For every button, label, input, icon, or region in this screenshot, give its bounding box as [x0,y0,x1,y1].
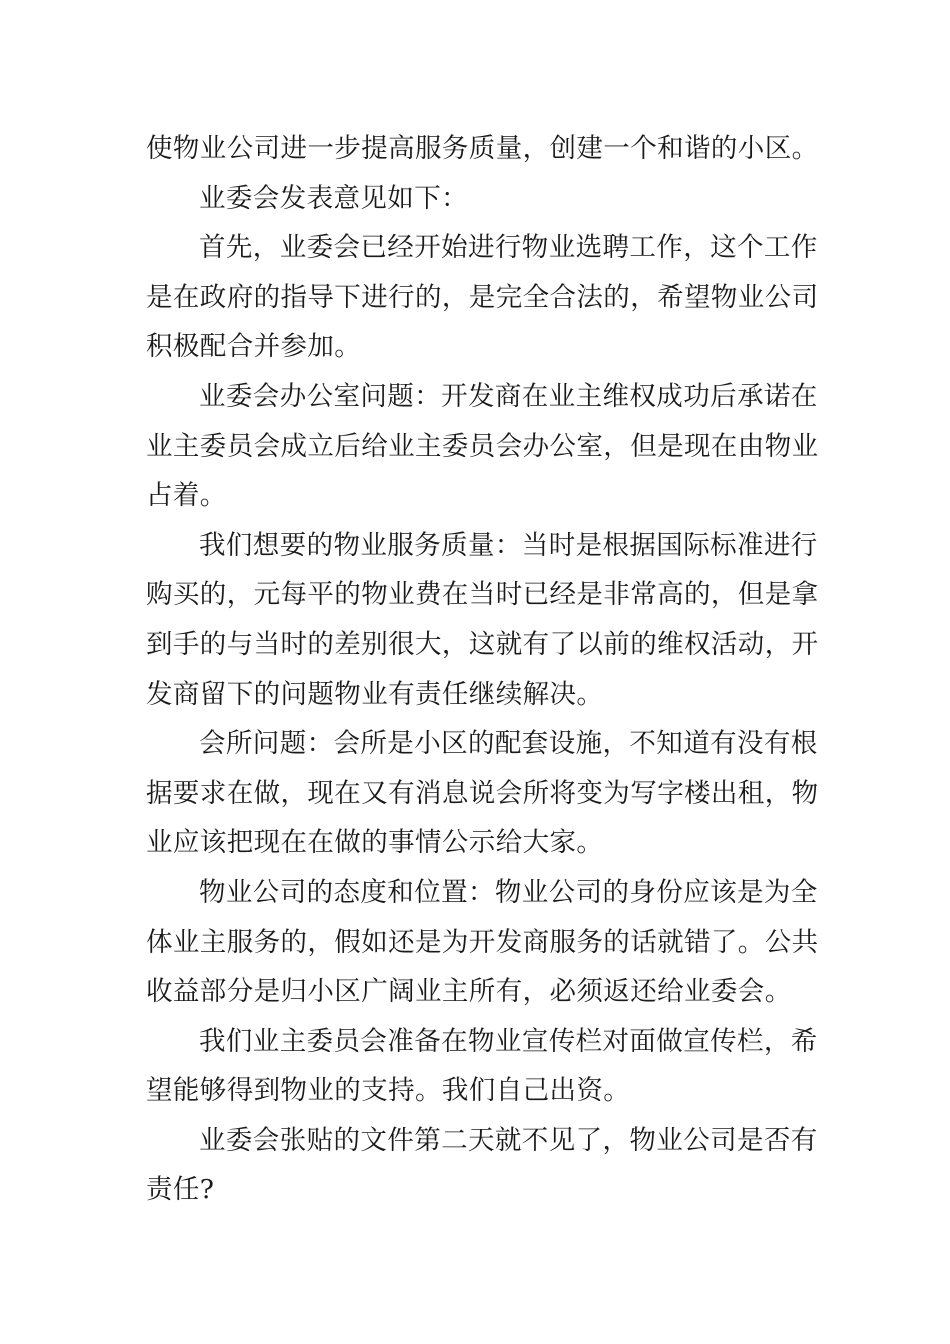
paragraph [146,1017,818,1116]
text-line: 望能够得到物业的支持。我们自己出资。 [146,1075,631,1107]
text-line: 收益部分是归小区广阔业主所有，必须返还给业委会。 [146,976,792,1008]
text-line: 我们业主委员会准备在物业宣传栏对面做宣传栏，希 [199,1025,818,1057]
paragraph [146,1116,818,1215]
document-body [146,124,819,1215]
paragraph [146,223,819,372]
text-line: 业主委员会成立后给业主委员会办公室，但是现在由物业 [146,430,819,462]
paragraph [146,174,806,224]
paragraph [146,124,819,174]
text-line: 责任? [146,1174,215,1206]
text-line: 我们想要的物业服务质量：当时是根据国际标准进行 [199,529,818,561]
paragraph [146,521,819,719]
text-line: 业应该把现在在做的事情公示给大家。 [146,827,604,859]
text-line: 使物业公司进一步提高服务质量，创建一个和谐的小区。 [146,133,819,164]
paragraph [146,719,819,868]
text-line: 物业公司的态度和位置：物业公司的身份应该是为全 [199,876,818,908]
text-line: 体业主服务的，假如还是为开发商服务的话就错了。公共 [146,926,819,958]
paragraph [146,372,819,521]
text-line: 购买的，元每平的物业费在当时已经是非常高的，但是拿 [146,579,819,611]
text-line: 到手的与当时的差别很大，这就有了以前的维权活动，开 [146,628,819,660]
text-line: 积极配合并参加。 [146,331,362,363]
paragraph [146,868,819,1017]
text-line: 据要求在做，现在又有消息说会所将变为写字楼出租，物 [146,777,819,809]
text-line: 业委会办公室问题：开发商在业主维权成功后承诺在 [199,380,818,412]
text-line: 是在政府的指导下进行的，是完全合法的，希望物业公司 [146,281,819,313]
text-line: 会所问题：会所是小区的配套设施，不知道有没有根 [199,728,818,760]
text-line: 占着。 [146,480,227,512]
text-line: 业委会张贴的文件第二天就不见了，物业公司是否有 [199,1124,818,1156]
text-line: 发商留下的问题物业有责任继续解决。 [146,678,604,710]
text-line: 首先，业委会已经开始进行物业选聘工作，这个工作 [199,232,818,264]
text-line: 业委会发表意见如下： [199,182,468,214]
